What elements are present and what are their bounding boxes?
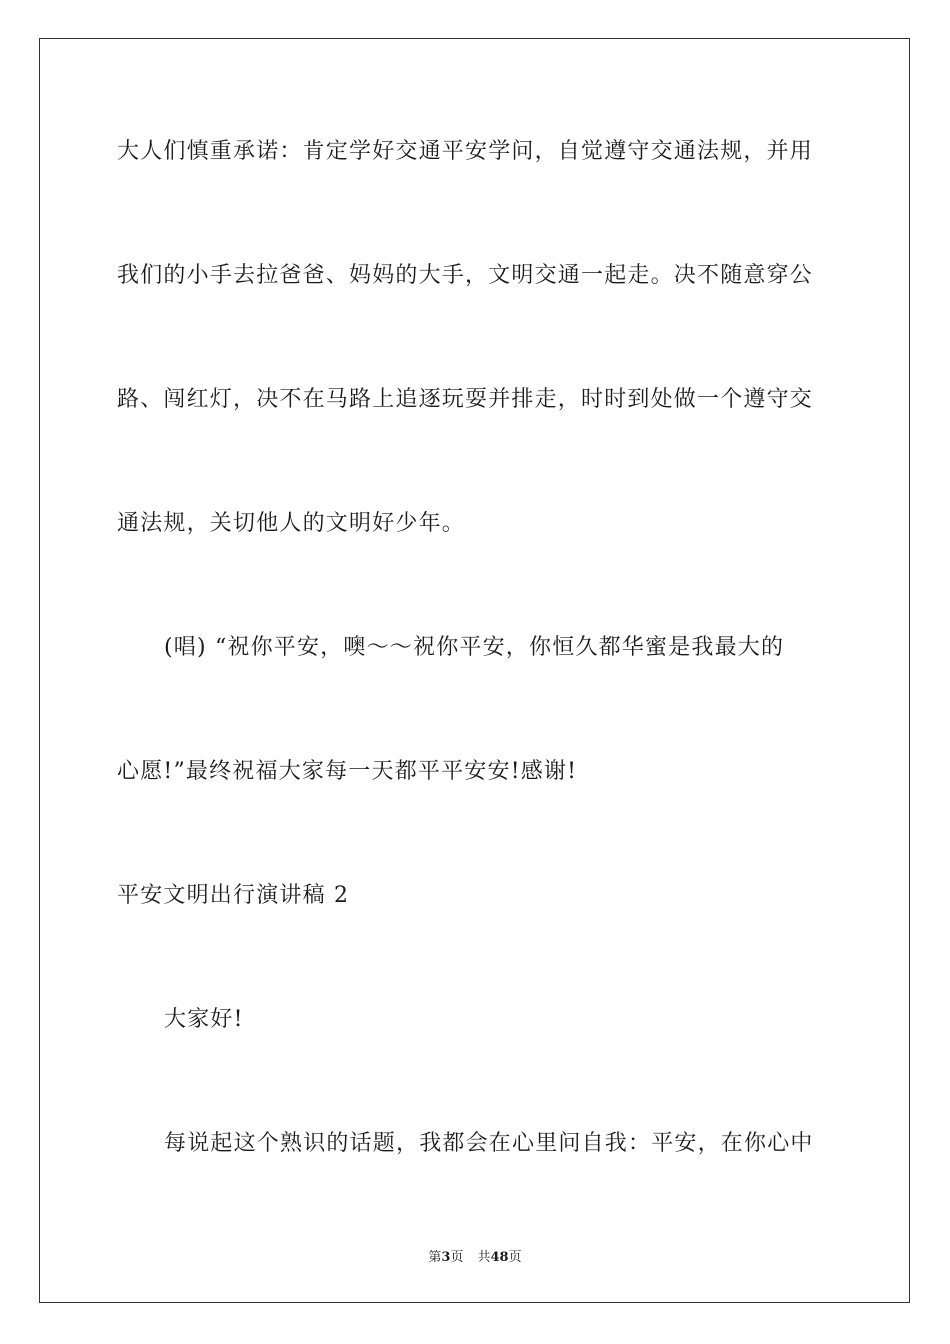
footer-total-suffix: 页 (508, 1250, 522, 1265)
section-heading: 平安文明出行演讲稿 2 (117, 883, 350, 908)
page-border (39, 38, 910, 1303)
footer-page-prefix: 第 (428, 1250, 442, 1265)
footer-page-suffix: 页 (450, 1250, 464, 1265)
paragraph-line-2: 我们的小手去拉爸爸、妈妈的大手，文明交通一起走。决不随意穿公 (117, 263, 814, 288)
footer-total-prefix: 共 (477, 1250, 491, 1265)
page-footer (0, 1249, 950, 1267)
paragraph-line-9: 每说起这个熟识的话题，我都会在心里问自我：平安，在你心中 (164, 1131, 814, 1156)
footer-page-number: 3 (441, 1250, 451, 1265)
greeting-line: 大家好! (164, 1007, 244, 1032)
paragraph-line-6: 心愿!”最终祝福大家每一天都平平安安!感谢! (117, 759, 578, 784)
paragraph-line-1: 大人们慎重承诺：肯定学好交通平安学问，自觉遵守交通法规，并用 (117, 139, 814, 164)
paragraph-line-4: 通法规，关切他人的文明好少年。 (117, 511, 466, 536)
paragraph-line-5: (唱) “祝你平安，噢～～祝你平安，你恒久都华蜜是我最大的 (164, 635, 785, 660)
footer-total-number: 48 (490, 1250, 509, 1265)
paragraph-line-3: 路、闯红灯，决不在马路上追逐玩耍并排走，时时到处做一个遵守交 (117, 387, 814, 412)
